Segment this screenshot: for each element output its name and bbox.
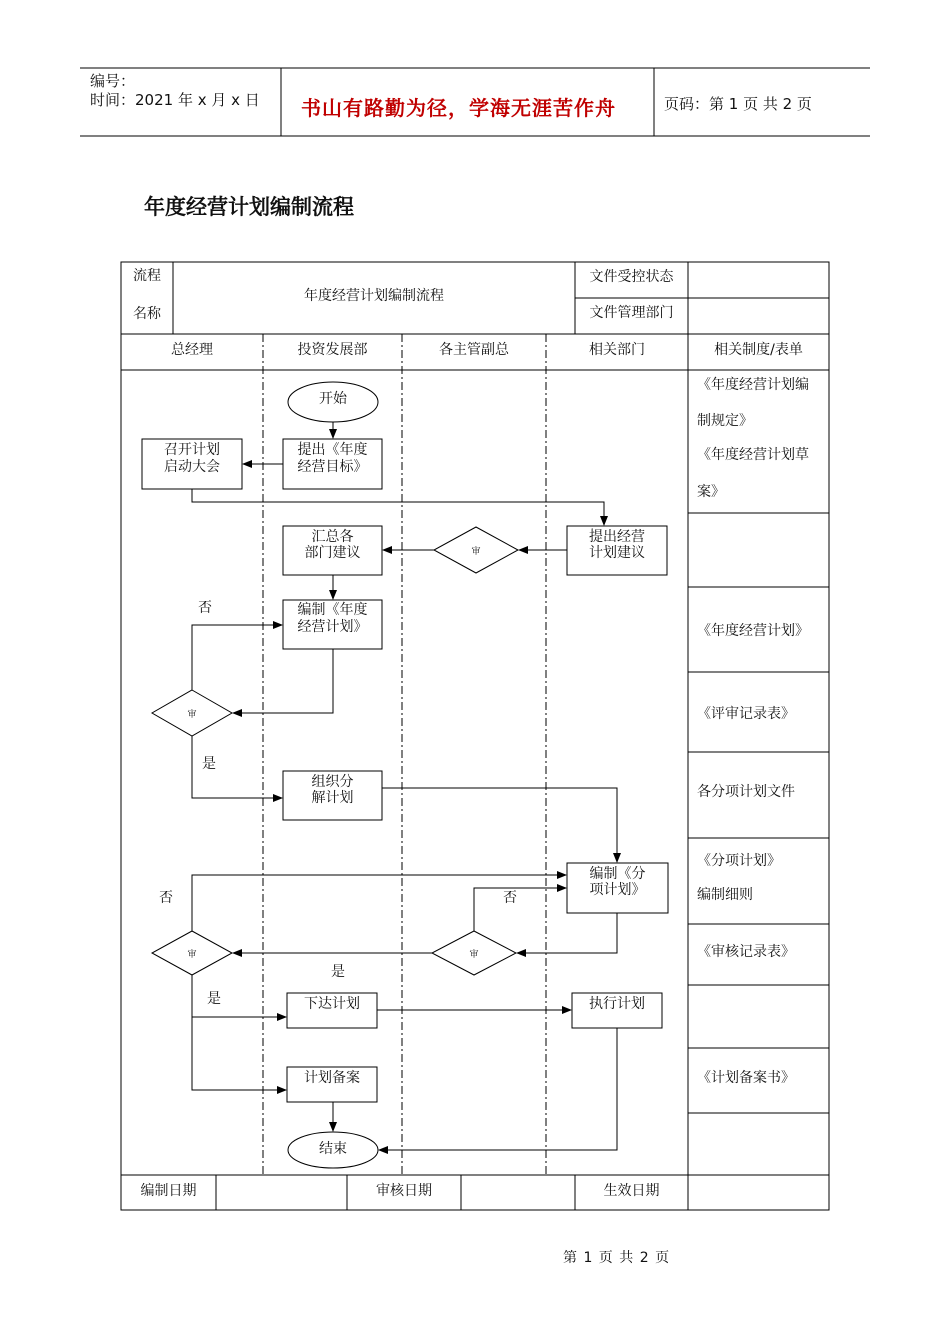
related-doc-item: 《年度经营计划编 [697, 377, 809, 393]
review-diamond-3-mark: 审 [469, 950, 479, 960]
start-node-label: 开始 [319, 391, 347, 407]
summarize-line-1: 汇总各 [311, 529, 354, 545]
document-time-label: 时间：2021 年 x 月 x 日 [90, 91, 260, 109]
decompose-line-2: 解计划 [311, 790, 354, 806]
kickoff-line-2: 启动大会 [164, 459, 220, 475]
yes-label: 是 [202, 756, 216, 772]
related-doc-item: 《审核记录表》 [697, 944, 795, 960]
compile-plan-line-1: 编制《年度 [297, 602, 368, 618]
page-number-info: 页码：第 1 页 共 2 页 [664, 95, 812, 113]
page-footer: 第 1 页 共 2 页 [563, 1250, 671, 1266]
propose-suggestion-line-2: 计划建议 [589, 545, 645, 561]
related-doc-item: 《年度经营计划》 [697, 623, 809, 639]
flow-connectors [192, 422, 617, 1150]
end-node-label: 结束 [319, 1141, 347, 1157]
file-plan-label: 计划备案 [304, 1070, 360, 1086]
yes-label: 是 [207, 991, 221, 1007]
process-name-label-2: 名称 [133, 306, 161, 322]
effective-date-label: 生效日期 [603, 1183, 660, 1199]
summarize-line-2: 部门建议 [304, 545, 361, 561]
management-dept-label: 文件管理部门 [589, 305, 674, 321]
propose-suggestion-line-1: 提出经营 [589, 529, 645, 545]
document-code-label: 编号： [90, 72, 136, 90]
lane-header-general-manager: 总经理 [171, 342, 213, 358]
document-title: 年度经营计划编制流程 [144, 195, 354, 219]
no-label: 否 [198, 600, 212, 616]
decompose-line-1: 组织分 [311, 774, 354, 790]
header-lines [80, 68, 870, 136]
issue-plan-label: 下达计划 [304, 996, 360, 1012]
review-diamond-2-mark: 审 [187, 710, 197, 720]
compile-sub-line-2: 项计划》 [589, 882, 646, 898]
related-doc-item: 编制细则 [697, 887, 753, 903]
no-label: 否 [503, 890, 517, 906]
header-motto: 书山有路勤为径，学海无涯苦作舟 [301, 96, 616, 120]
prepared-date-label: 编制日期 [140, 1183, 197, 1199]
lane-header-vice-presidents: 各主管副总 [439, 342, 509, 358]
lane-header-related-docs: 相关制度/表单 [714, 342, 803, 358]
lane-header-investment-dept: 投资发展部 [297, 342, 368, 358]
related-doc-item: 《分项计划》 [697, 853, 781, 869]
review-diamond-1-mark: 审 [471, 547, 481, 557]
control-status-label: 文件受控状态 [589, 269, 674, 285]
related-doc-item: 《评审记录表》 [697, 706, 795, 722]
related-doc-item: 案》 [697, 484, 725, 500]
related-doc-item: 《计划备案书》 [697, 1070, 795, 1086]
related-doc-item: 各分项计划文件 [697, 784, 795, 800]
review-date-label: 审核日期 [376, 1183, 432, 1199]
propose-target-line-1: 提出《年度 [297, 442, 368, 458]
kickoff-line-1: 召开计划 [164, 442, 220, 458]
review-diamond-4-mark: 审 [187, 950, 197, 960]
compile-sub-line-1: 编制《分 [589, 866, 646, 882]
no-label: 否 [159, 890, 173, 906]
yes-label: 是 [331, 964, 345, 980]
execute-plan-label: 执行计划 [589, 996, 645, 1012]
form-table-grid [121, 262, 829, 1210]
lane-header-related-depts: 相关部门 [589, 342, 645, 358]
propose-target-line-2: 经营目标》 [297, 459, 368, 475]
related-doc-item: 《年度经营计划草 [697, 447, 809, 463]
compile-plan-line-2: 经营计划》 [297, 619, 368, 635]
process-name-label-1: 流程 [133, 268, 161, 284]
related-doc-item: 制规定》 [697, 413, 753, 429]
process-name-value: 年度经营计划编制流程 [304, 288, 444, 304]
